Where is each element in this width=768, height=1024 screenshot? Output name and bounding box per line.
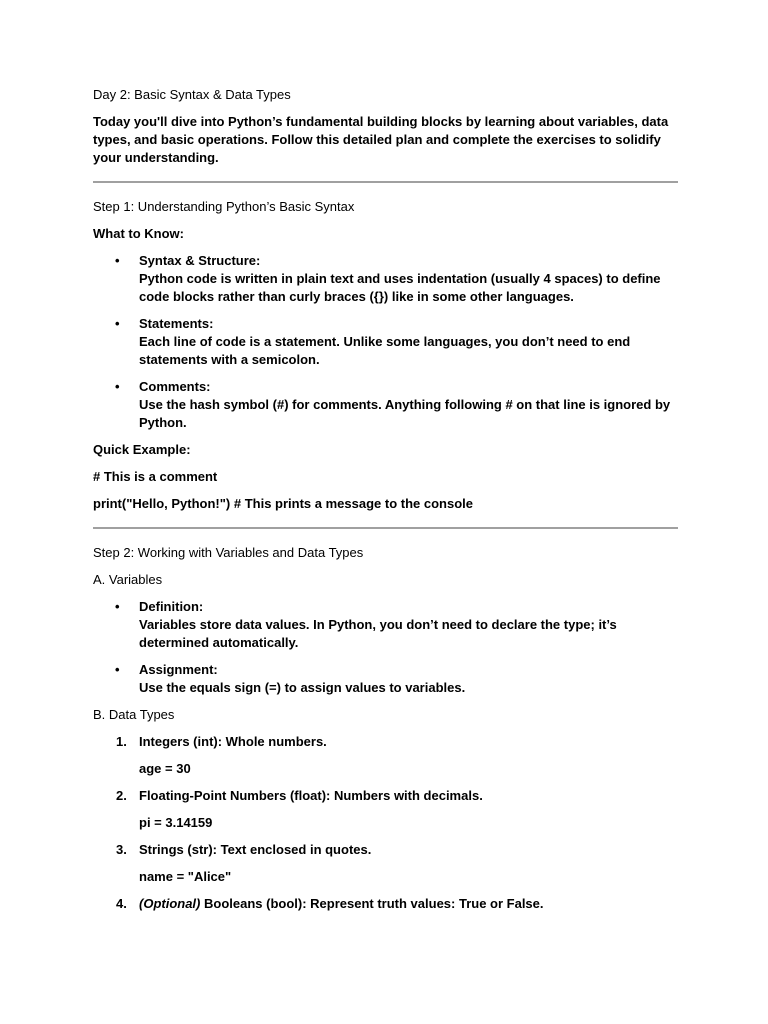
list-number: 1. xyxy=(116,734,127,749)
step1-bullet-list xyxy=(93,252,678,432)
bullet-text: Each line of code is a statement. Unlike some languages, you don’t need to end statements with a semicolon. xyxy=(139,334,631,367)
optional-label: (Optional) xyxy=(139,896,201,911)
bullet-icon: • xyxy=(115,316,120,331)
list-item xyxy=(93,787,678,832)
code-example: age = 30 xyxy=(139,761,191,776)
bullet-text: Use the hash symbol (#) for comments. Anything following # on that line is ignored by Python. xyxy=(139,397,671,430)
bullet-icon: • xyxy=(115,599,120,614)
intro-paragraph: Today you'll dive into Python’s fundamental building blocks by learning about variables, data types, and basic operations. Follow this detailed plan and complete the exercises to solidify your understanding. xyxy=(93,114,669,165)
code-comment-line: # This is a comment xyxy=(93,469,218,484)
what-to-know-label: What to Know: xyxy=(93,226,184,241)
code-print-line: print("Hello, Python!") # This prints a message to the console xyxy=(93,496,473,511)
section-a-heading: A. Variables xyxy=(93,572,163,587)
code-example: name = "Alice" xyxy=(139,869,232,884)
bullet-text: Use the equals sign (=) to assign values to variables. xyxy=(139,680,466,695)
bullet-label: Statements: xyxy=(139,316,214,331)
list-item xyxy=(93,733,678,778)
type-description: Strings (str): Text enclosed in quotes. xyxy=(139,842,372,857)
list-number: 4. xyxy=(116,896,127,911)
list-item xyxy=(93,895,678,913)
list-item xyxy=(93,378,678,432)
list-number: 2. xyxy=(116,788,127,803)
list-item xyxy=(93,252,678,306)
list-item xyxy=(93,661,678,697)
type-description-text: Booleans (bool): Represent truth values: True or False. xyxy=(200,896,544,911)
data-types-list xyxy=(93,733,678,913)
step2-bullet-list xyxy=(93,598,678,697)
type-description: Floating-Point Numbers (float): Numbers with decimals. xyxy=(139,788,483,803)
list-number: 3. xyxy=(116,842,127,857)
page-title: Day 2: Basic Syntax & Data Types xyxy=(93,87,291,102)
bullet-label: Assignment: xyxy=(139,662,218,677)
bullet-label: Definition: xyxy=(139,599,204,614)
divider xyxy=(93,527,678,529)
bullet-label: Syntax & Structure: xyxy=(139,253,261,268)
step2-heading: Step 2: Working with Variables and Data Types xyxy=(93,545,364,560)
list-item xyxy=(93,598,678,652)
bullet-icon: • xyxy=(115,253,120,268)
bullet-icon: • xyxy=(115,662,120,677)
section-b-heading: B. Data Types xyxy=(93,707,175,722)
bullet-label: Comments: xyxy=(139,379,211,394)
list-item xyxy=(93,315,678,369)
bullet-text: Python code is written in plain text and uses indentation (usually 4 spaces) to define code blocks rather than curly braces ({}) like in some other languages. xyxy=(139,271,661,304)
type-description xyxy=(139,895,678,913)
step1-heading: Step 1: Understanding Python’s Basic Syntax xyxy=(93,199,355,214)
bullet-text: Variables store data values. In Python, you don’t need to declare the type; it’s determined automatically. xyxy=(139,617,617,650)
list-item xyxy=(93,841,678,886)
bullet-icon: • xyxy=(115,379,120,394)
divider xyxy=(93,181,678,183)
type-description: Integers (int): Whole numbers. xyxy=(139,734,327,749)
quick-example-label: Quick Example: xyxy=(93,442,191,457)
document-page xyxy=(93,86,678,922)
code-example: pi = 3.14159 xyxy=(139,815,213,830)
